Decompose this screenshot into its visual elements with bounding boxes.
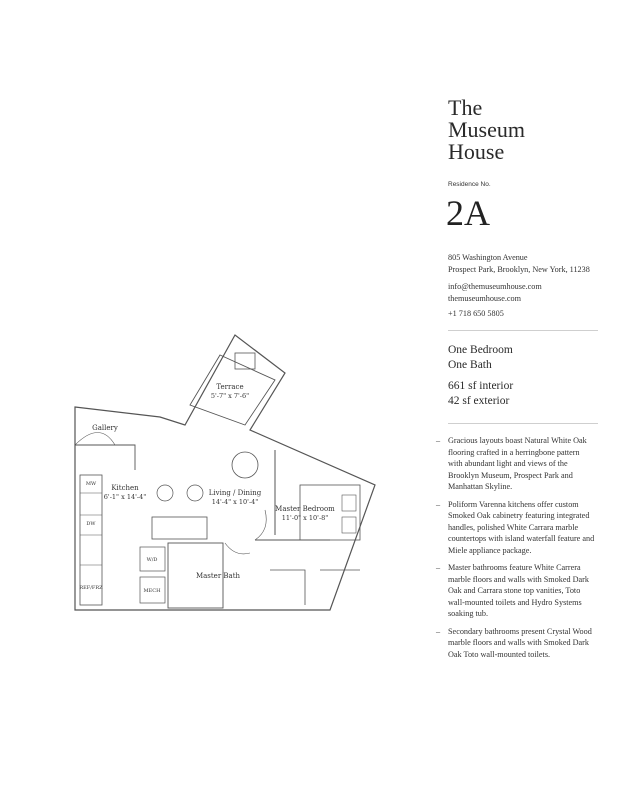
sofa [152,517,207,539]
address-city: Prospect Park, Brooklyn, New York, 11238 [448,265,590,274]
address-street: 805 Washington Avenue [448,253,528,262]
dining-table [232,452,258,478]
floor-plan-drawing [60,325,390,625]
mech-label: MECH [143,588,161,594]
floor-plan [60,325,390,625]
list-item [436,435,596,493]
contact-email[interactable]: info@themuseumhouse.com [448,282,542,291]
unit-specs [448,343,513,409]
feature-text: Secondary bathrooms present Crystal Wood marble floors and walls with Smoked Dark Oak Toto wall-mounted toilets. [448,626,592,659]
feature-list [436,435,596,666]
spec-bedrooms: One Bedroom [448,344,513,356]
bullet-dash: – [436,626,441,636]
address [448,252,590,276]
feature-text: Gracious layouts boast Natural White Oak flooring crafted in a herringbone pattern with abundant light and views of the Brooklyn Museum, Prospect Park and Manhattan Skyline. [448,436,587,491]
list-item [436,562,596,620]
spec-baths: One Bath [448,359,492,371]
bullet-dash: – [436,563,441,572]
bedroom-label: Master Bedroom [275,505,335,513]
kitchen-dims: 6'-1" x 14'-4" [103,493,147,501]
terrace-label: Terrace [216,383,244,391]
brand-line-2: Museum [448,117,525,142]
gallery-label: Gallery [92,424,118,432]
list-item [436,499,596,557]
living-dims: 14'-4" x 10'-4" [211,498,259,506]
bullet-dash: – [436,436,441,445]
list-item [436,626,596,661]
residence-number: 2A [446,193,490,233]
feature-text: Poliform Varenna kitchens offer custom Smoked Oak cabinetry featuring integrated handles, polished White Carrara marble countertops with island waterfall feature and Miele appliance package. [448,499,595,555]
dw-label: DW [86,521,96,527]
kitchen-label: Kitchen [111,484,139,492]
bath-label: Master Bath [195,572,241,580]
divider [448,330,598,331]
bullet-dash: – [436,499,441,509]
bedroom-dims: 11'-0" x 10'-8" [281,514,329,522]
wd-label: W/D [146,557,158,563]
residence-label: Residence No. [448,181,491,188]
brand-line-1: The [448,95,483,120]
contact-phone[interactable]: +1 718 650 5805 [448,309,504,318]
mw-label: MW [85,481,97,487]
divider [448,423,598,424]
refrig-label: REF/FRZ [79,585,103,591]
contact-website[interactable]: themuseumhouse.com [448,294,521,303]
living-label: Living / Dining [208,489,262,497]
spec-exterior: 42 sf exterior [448,395,510,407]
spec-interior: 661 sf interior [448,380,514,392]
contact [448,281,542,305]
brand-logo [448,97,525,163]
brand-line-3: House [448,139,505,164]
feature-text: Master bathrooms feature White Carrera marble floors and walls with Smoked Dark Oak and Carrara stone top vanities, Toto wall-mounted toilets and Hydro Systems soaking tub. [448,563,589,618]
exterior-wall [75,335,375,610]
terrace-dims: 5'-7" x 7'-6" [210,392,250,400]
